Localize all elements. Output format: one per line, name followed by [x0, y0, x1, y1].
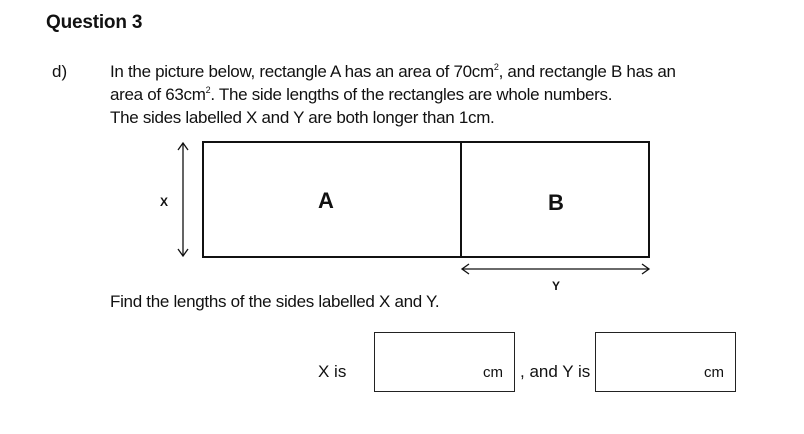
question-text-line-3: The sides labelled X and Y are both longer than 1cm. — [110, 108, 495, 127]
y-answer-box[interactable] — [595, 332, 736, 392]
line2-text-end: . The side lengths of the rectangles are whole numbers. — [210, 85, 613, 104]
squared-superscript: 2 — [493, 62, 499, 72]
x-answer-box[interactable] — [374, 332, 515, 392]
x-answer-label: X is — [318, 362, 347, 381]
side-y-label: Y — [552, 279, 561, 293]
rectangle-a-label: A — [318, 188, 334, 213]
line1-text: In the picture below, rectangle A has an area of 70cm — [110, 62, 494, 81]
part-label: d) — [52, 62, 68, 81]
y-answer-label: , and Y is — [520, 362, 591, 381]
line2-text: area of 63cm — [110, 85, 206, 104]
question-heading: Question 3 — [46, 12, 143, 33]
line1-text-end: , and rectangle B has an — [498, 62, 676, 81]
rectangle-b-label: B — [548, 190, 564, 215]
y-dimension-arrow — [462, 264, 649, 274]
x-dimension-arrow — [178, 143, 188, 256]
y-unit-label: cm — [704, 364, 724, 381]
squared-superscript: 2 — [205, 85, 211, 95]
side-x-label: X — [160, 195, 169, 209]
instruction-text: Find the lengths of the sides labelled X and Y. — [110, 292, 440, 311]
x-unit-label: cm — [483, 364, 503, 381]
